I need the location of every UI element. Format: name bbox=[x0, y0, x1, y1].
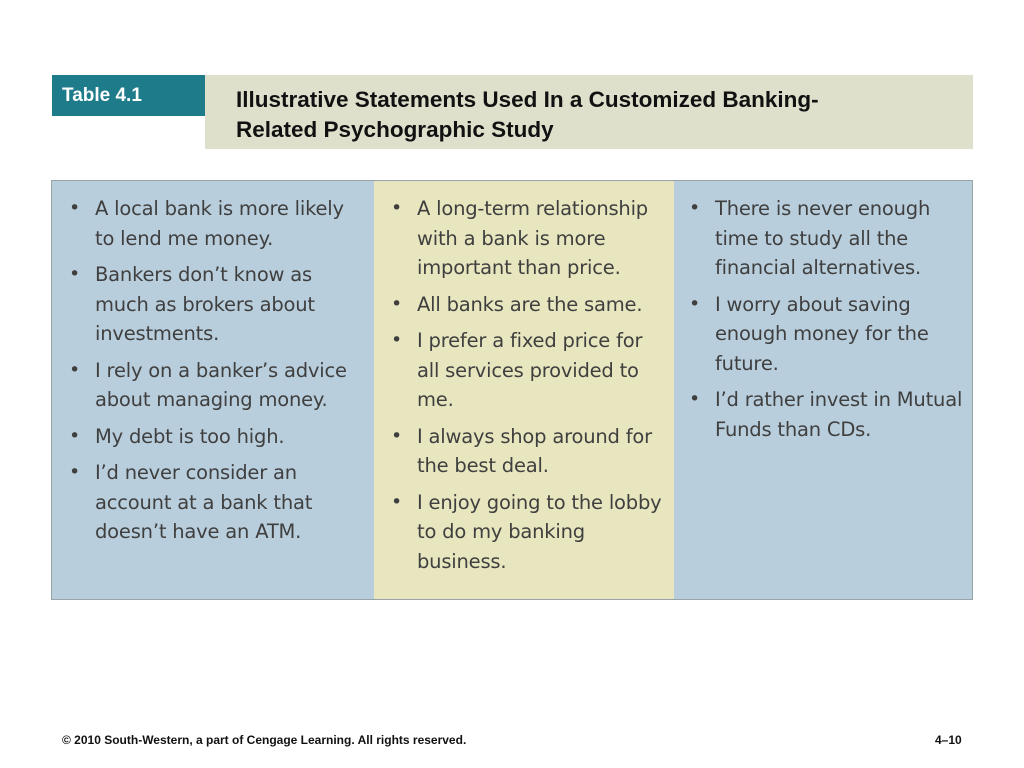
statement-item bbox=[69, 356, 368, 415]
title-line-1: Illustrative Statements Used In a Customized Banking- bbox=[236, 87, 819, 112]
bullet-icon: • bbox=[69, 197, 81, 219]
bullet-icon: • bbox=[391, 424, 403, 447]
statement-item bbox=[391, 194, 670, 283]
statement-text: There is never enough time to study all the financial alternatives. bbox=[715, 197, 931, 279]
copyright-notice: © 2010 South-Western, a part of Cengage Learning. All rights reserved. bbox=[62, 733, 467, 747]
statement-text: A local bank is more likely to lend me money. bbox=[95, 197, 344, 250]
statement-text: I’d never consider an account at a bank that doesn’t have an ATM. bbox=[95, 461, 313, 543]
slide-title bbox=[236, 85, 953, 145]
statement-item bbox=[391, 488, 670, 577]
statements-column-2 bbox=[374, 181, 674, 599]
statement-item bbox=[391, 290, 670, 320]
statement-item bbox=[69, 422, 368, 452]
statements-column-1 bbox=[52, 181, 374, 599]
bullet-icon: • bbox=[69, 358, 81, 381]
statement-item bbox=[69, 458, 368, 547]
title-banner bbox=[205, 75, 973, 149]
statement-list bbox=[391, 194, 670, 576]
statement-list bbox=[69, 194, 368, 547]
statement-item bbox=[69, 260, 368, 349]
bullet-icon: • bbox=[689, 388, 701, 410]
statement-text: I rely on a banker’s advice about managing money. bbox=[95, 358, 347, 411]
statement-text: I enjoy going to the lobby to do my banking business. bbox=[417, 490, 662, 573]
statement-text: A long-term relationship with a bank is more important than price. bbox=[417, 197, 648, 279]
bullet-icon: • bbox=[391, 292, 403, 315]
statement-text: I worry about saving enough money for the future. bbox=[715, 292, 929, 375]
statement-text: Bankers don’t know as much as brokers about investments. bbox=[95, 263, 315, 345]
bullet-icon: • bbox=[689, 292, 701, 315]
bullet-icon: • bbox=[391, 329, 403, 351]
statement-text: My debt is too high. bbox=[95, 424, 285, 448]
statements-table bbox=[51, 180, 973, 600]
bullet-icon: • bbox=[69, 461, 81, 483]
statement-item bbox=[689, 385, 966, 444]
statement-list bbox=[689, 194, 966, 444]
statement-text: I’d rather invest in Mutual Funds than CDs. bbox=[715, 388, 963, 441]
statement-item bbox=[689, 290, 966, 379]
table-number-label: Table 4.1 bbox=[52, 75, 205, 116]
bullet-icon: • bbox=[69, 263, 81, 285]
bullet-icon: • bbox=[69, 424, 81, 447]
bullet-icon: • bbox=[391, 490, 403, 513]
title-line-2: Related Psychographic Study bbox=[236, 117, 554, 142]
statement-item bbox=[391, 326, 670, 415]
page-number: 4–10 bbox=[935, 733, 962, 747]
statement-text: All banks are the same. bbox=[417, 292, 643, 316]
statement-item bbox=[689, 194, 966, 283]
bullet-icon: • bbox=[689, 197, 701, 219]
statement-text: I always shop around for the best deal. bbox=[417, 424, 652, 477]
statement-item bbox=[69, 194, 368, 253]
bullet-icon: • bbox=[391, 197, 403, 219]
statement-text: I prefer a fixed price for all services provided to me. bbox=[417, 329, 643, 411]
statements-column-3 bbox=[674, 181, 972, 599]
statement-item bbox=[391, 422, 670, 481]
